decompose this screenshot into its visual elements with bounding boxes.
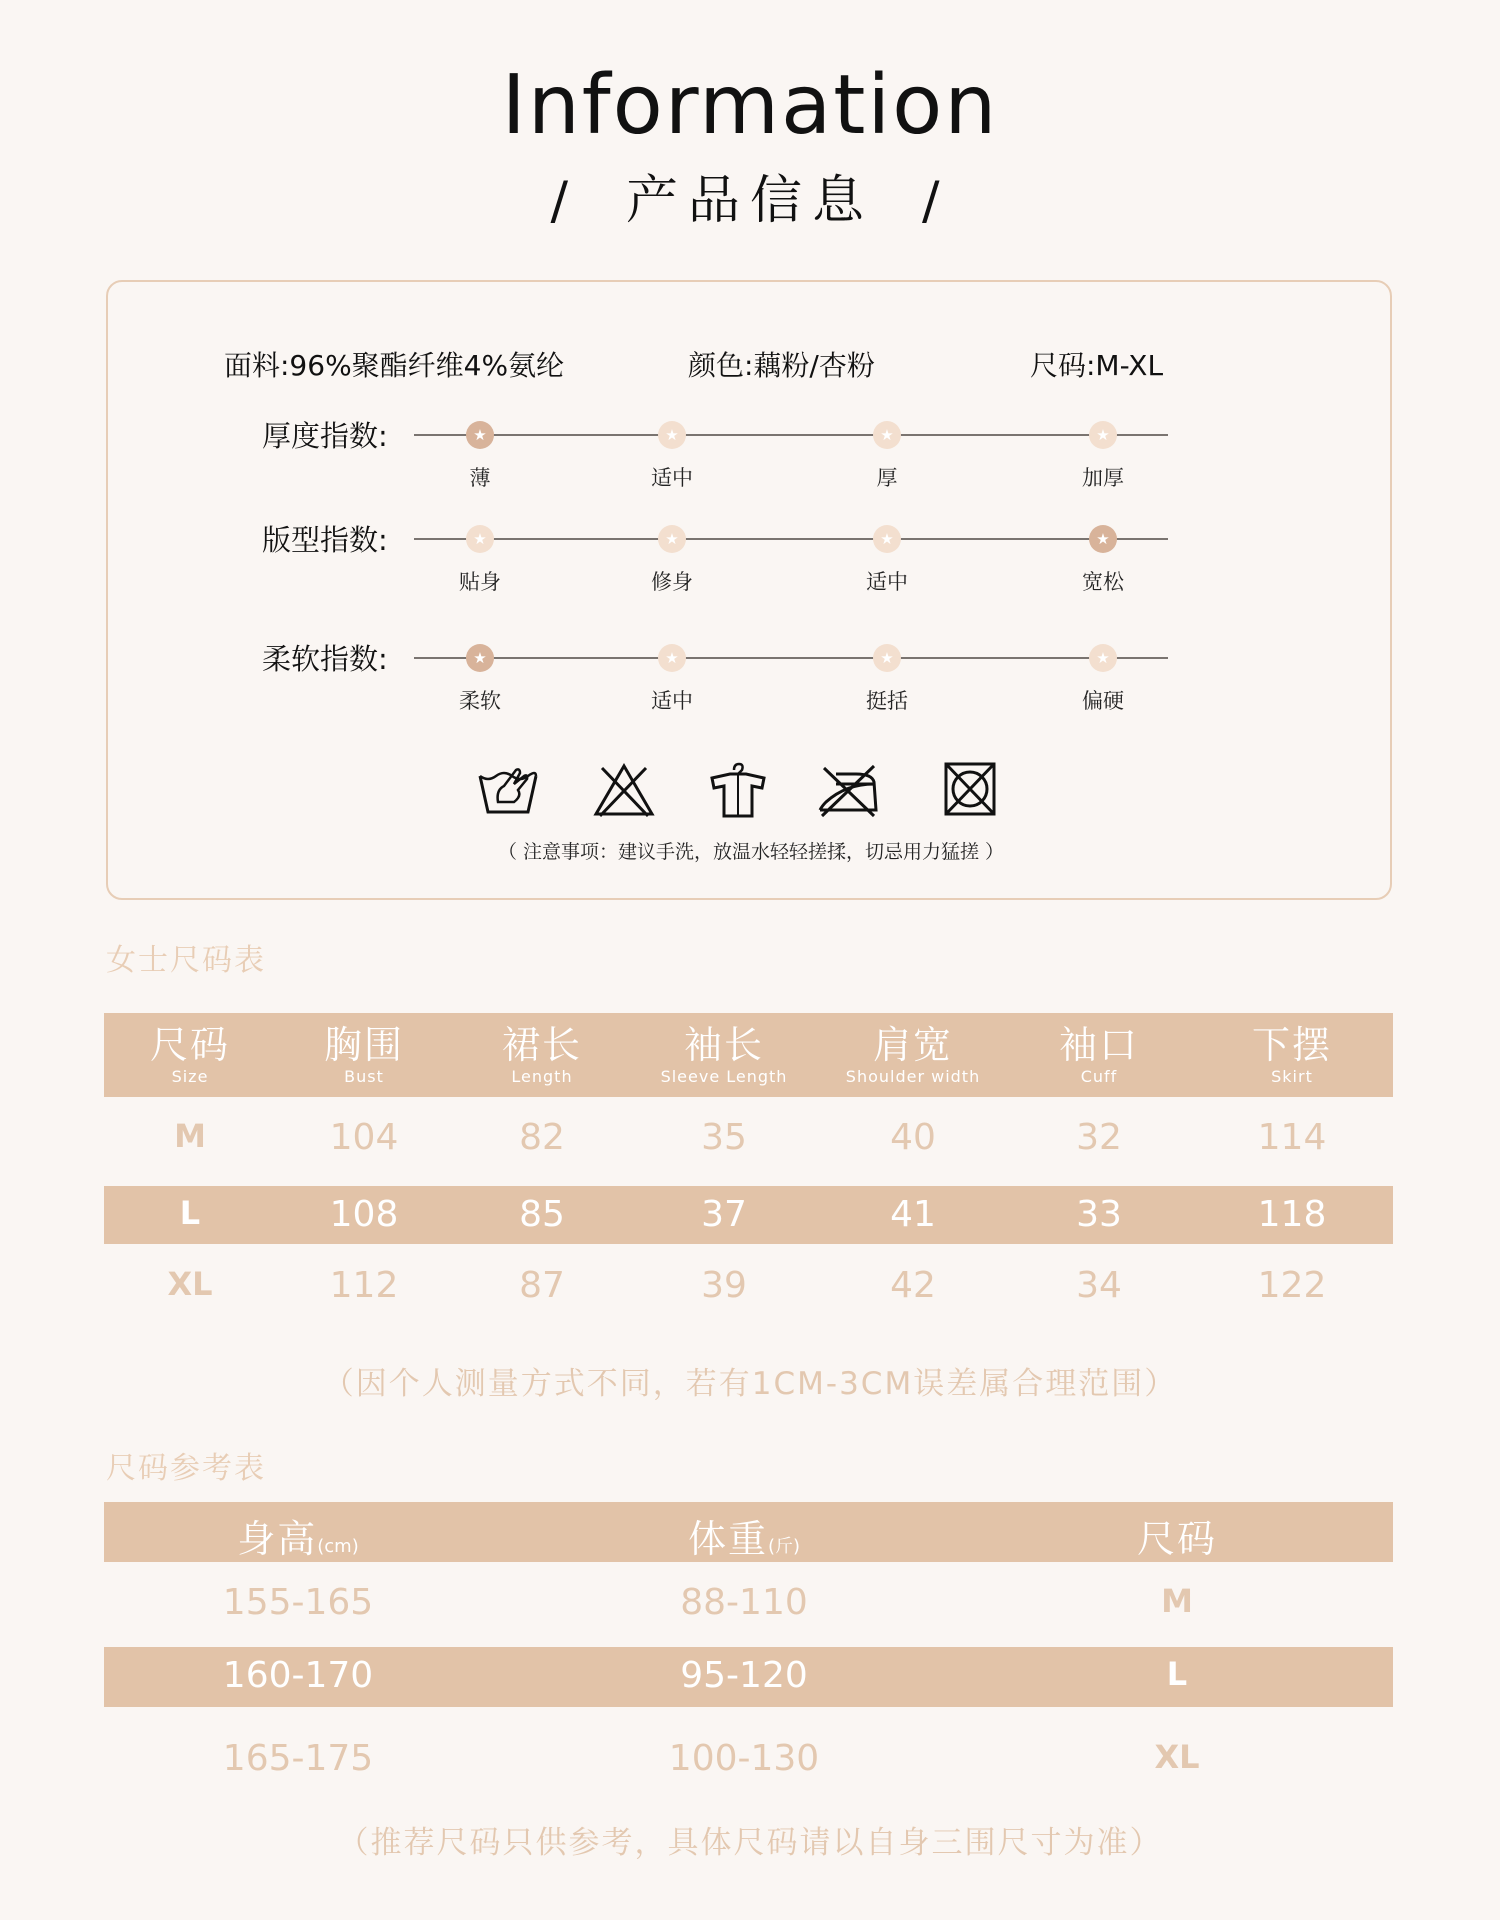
scale-option: 厚 bbox=[876, 466, 898, 490]
scale-dot: ★ bbox=[658, 421, 686, 449]
ref-table-cell: 100-130 bbox=[668, 1738, 820, 1779]
ref-table-cell: 165-175 bbox=[222, 1738, 374, 1779]
ref-table-cell: L bbox=[1166, 1655, 1188, 1693]
size-header-cell bbox=[1252, 1023, 1332, 1087]
header-en: Cuff bbox=[1080, 1067, 1118, 1086]
size-table-cell: 33 bbox=[1076, 1194, 1122, 1235]
size-table-cell: 85 bbox=[519, 1194, 565, 1235]
hang-dry-icon bbox=[706, 762, 770, 818]
ref-header-cell bbox=[688, 1508, 800, 1563]
color-spec: 颜色:藕粉/杏粉 bbox=[688, 349, 875, 382]
ref-header-cell bbox=[237, 1508, 359, 1563]
size-table-cell: 34 bbox=[1076, 1265, 1122, 1306]
header-cn: 袖长 bbox=[683, 1023, 764, 1067]
scale-option: 适中 bbox=[651, 466, 693, 490]
size-table-cell: 41 bbox=[890, 1194, 936, 1235]
scale-option: 偏硬 bbox=[1082, 689, 1124, 713]
scale-option: 加厚 bbox=[1082, 466, 1124, 490]
scale-dot: ★ bbox=[466, 421, 494, 449]
header-cn: 尺码 bbox=[149, 1023, 231, 1067]
scale-label: 版型指数: bbox=[262, 523, 388, 557]
ref-table-header bbox=[104, 1502, 1393, 1562]
header-en: Shoulder width bbox=[845, 1067, 981, 1086]
care-note: （ 注意事项：建议手洗，放温水轻轻搓揉，切忌用力猛搓 ） bbox=[497, 841, 1005, 863]
size-table-cell: 42 bbox=[890, 1265, 936, 1306]
scale-line bbox=[414, 657, 1168, 659]
size-table-cell: 122 bbox=[1257, 1265, 1327, 1306]
size-table-note: （因个人测量方式不同，若有1CM-3CM误差属合理范围） bbox=[322, 1366, 1178, 1402]
size-header-cell bbox=[846, 1023, 980, 1087]
header-cn: 下摆 bbox=[1251, 1023, 1333, 1067]
ref-header-unit: (cm) bbox=[317, 1536, 359, 1557]
ref-header-label: 体重 bbox=[687, 1517, 768, 1561]
size-table-cell: 32 bbox=[1076, 1117, 1122, 1158]
size-header-cell bbox=[324, 1023, 404, 1087]
scale-dot: ★ bbox=[658, 525, 686, 553]
ref-table-cell: 160-170 bbox=[222, 1655, 374, 1696]
size-table-header bbox=[104, 1013, 1393, 1097]
scale-dot: ★ bbox=[1089, 644, 1117, 672]
title-cn bbox=[0, 158, 1500, 233]
size-header-cell bbox=[661, 1023, 788, 1087]
ref-table-note: （推荐尺码只供参考，具体尺码请以自身三围尺寸为准） bbox=[337, 1825, 1163, 1861]
scale-dot: ★ bbox=[658, 644, 686, 672]
scale-option: 宽松 bbox=[1082, 570, 1124, 594]
scale-line bbox=[414, 434, 1168, 436]
header-en: Size bbox=[171, 1067, 209, 1086]
ref-header-label: 身高 bbox=[237, 1517, 318, 1561]
scale-dot: ★ bbox=[466, 525, 494, 553]
size-table-cell: 37 bbox=[701, 1194, 747, 1235]
header-cn: 肩宽 bbox=[872, 1023, 953, 1067]
size-spec: 尺码:M-XL bbox=[1030, 349, 1164, 382]
size-table-cell: 87 bbox=[519, 1265, 565, 1306]
scale-line bbox=[414, 538, 1168, 540]
header-en: Bust bbox=[344, 1067, 384, 1086]
scale-label: 厚度指数: bbox=[262, 419, 388, 453]
size-row-band bbox=[104, 1186, 1393, 1244]
no-iron-icon bbox=[816, 762, 880, 818]
title-slash-right: / bbox=[922, 171, 950, 231]
title-en: Information bbox=[501, 58, 999, 153]
size-table-cell: 108 bbox=[329, 1194, 399, 1235]
scale-option: 修身 bbox=[651, 570, 693, 594]
ref-header-label: 尺码 bbox=[1136, 1517, 1218, 1561]
hand-wash-icon bbox=[476, 762, 540, 818]
size-table-title: 女士尺码表 bbox=[106, 943, 266, 978]
fabric-spec: 面料:96%聚酯纤维4%氨纶 bbox=[224, 349, 565, 382]
ref-table-cell: 155-165 bbox=[222, 1582, 374, 1623]
size-table-cell: 112 bbox=[329, 1265, 399, 1306]
size-table-cell: 104 bbox=[329, 1117, 399, 1158]
no-tumble-dry-icon bbox=[938, 762, 1002, 818]
size-table-cell: 82 bbox=[519, 1117, 565, 1158]
scale-dot: ★ bbox=[873, 525, 901, 553]
size-header-cell bbox=[502, 1023, 582, 1087]
size-table bbox=[104, 1013, 1393, 1333]
header-en: Skirt bbox=[1271, 1067, 1313, 1086]
size-table-cell: 118 bbox=[1257, 1194, 1327, 1235]
size-table-cell: XL bbox=[167, 1265, 213, 1303]
size-header-cell bbox=[150, 1023, 230, 1087]
header-cn: 袖口 bbox=[1058, 1023, 1140, 1067]
no-bleach-icon bbox=[592, 762, 656, 818]
scale-option: 柔软 bbox=[459, 689, 501, 713]
ref-table-cell: 95-120 bbox=[680, 1655, 808, 1696]
size-table-cell: 35 bbox=[701, 1117, 747, 1158]
scale-option: 挺括 bbox=[866, 689, 908, 713]
scale-dot: ★ bbox=[1089, 421, 1117, 449]
scale-option: 贴身 bbox=[459, 570, 501, 594]
ref-table-title: 尺码参考表 bbox=[106, 1451, 266, 1486]
scale-dot: ★ bbox=[1089, 525, 1117, 553]
size-table-cell: 114 bbox=[1257, 1117, 1327, 1158]
scale-dot: ★ bbox=[873, 421, 901, 449]
size-table-cell: M bbox=[174, 1117, 206, 1155]
size-table-cell: 39 bbox=[701, 1265, 747, 1306]
header-cn: 裙长 bbox=[501, 1023, 583, 1067]
product-info-box bbox=[106, 280, 1392, 900]
header-cn: 胸围 bbox=[323, 1023, 405, 1067]
scale-option: 适中 bbox=[866, 570, 908, 594]
header-en: Length bbox=[511, 1067, 573, 1086]
ref-header-cell bbox=[1137, 1508, 1217, 1563]
ref-table bbox=[104, 1502, 1393, 1802]
scale-dot: ★ bbox=[466, 644, 494, 672]
ref-header-unit: (斤) bbox=[767, 1536, 801, 1557]
title-cn-text: 产品信息 bbox=[625, 171, 874, 231]
size-table-cell: L bbox=[179, 1194, 201, 1232]
scale-option: 薄 bbox=[469, 466, 491, 490]
size-header-cell bbox=[1059, 1023, 1139, 1087]
size-table-cell: 40 bbox=[890, 1117, 936, 1158]
ref-table-cell: XL bbox=[1154, 1738, 1200, 1776]
scale-label: 柔软指数: bbox=[262, 642, 388, 676]
header-en: Sleeve Length bbox=[660, 1067, 788, 1086]
scale-option: 适中 bbox=[651, 689, 693, 713]
ref-row-band bbox=[104, 1647, 1393, 1707]
scale-dot: ★ bbox=[873, 644, 901, 672]
ref-table-cell: 88-110 bbox=[680, 1582, 808, 1623]
title-slash-left: / bbox=[550, 171, 578, 231]
ref-table-cell: M bbox=[1161, 1582, 1193, 1620]
